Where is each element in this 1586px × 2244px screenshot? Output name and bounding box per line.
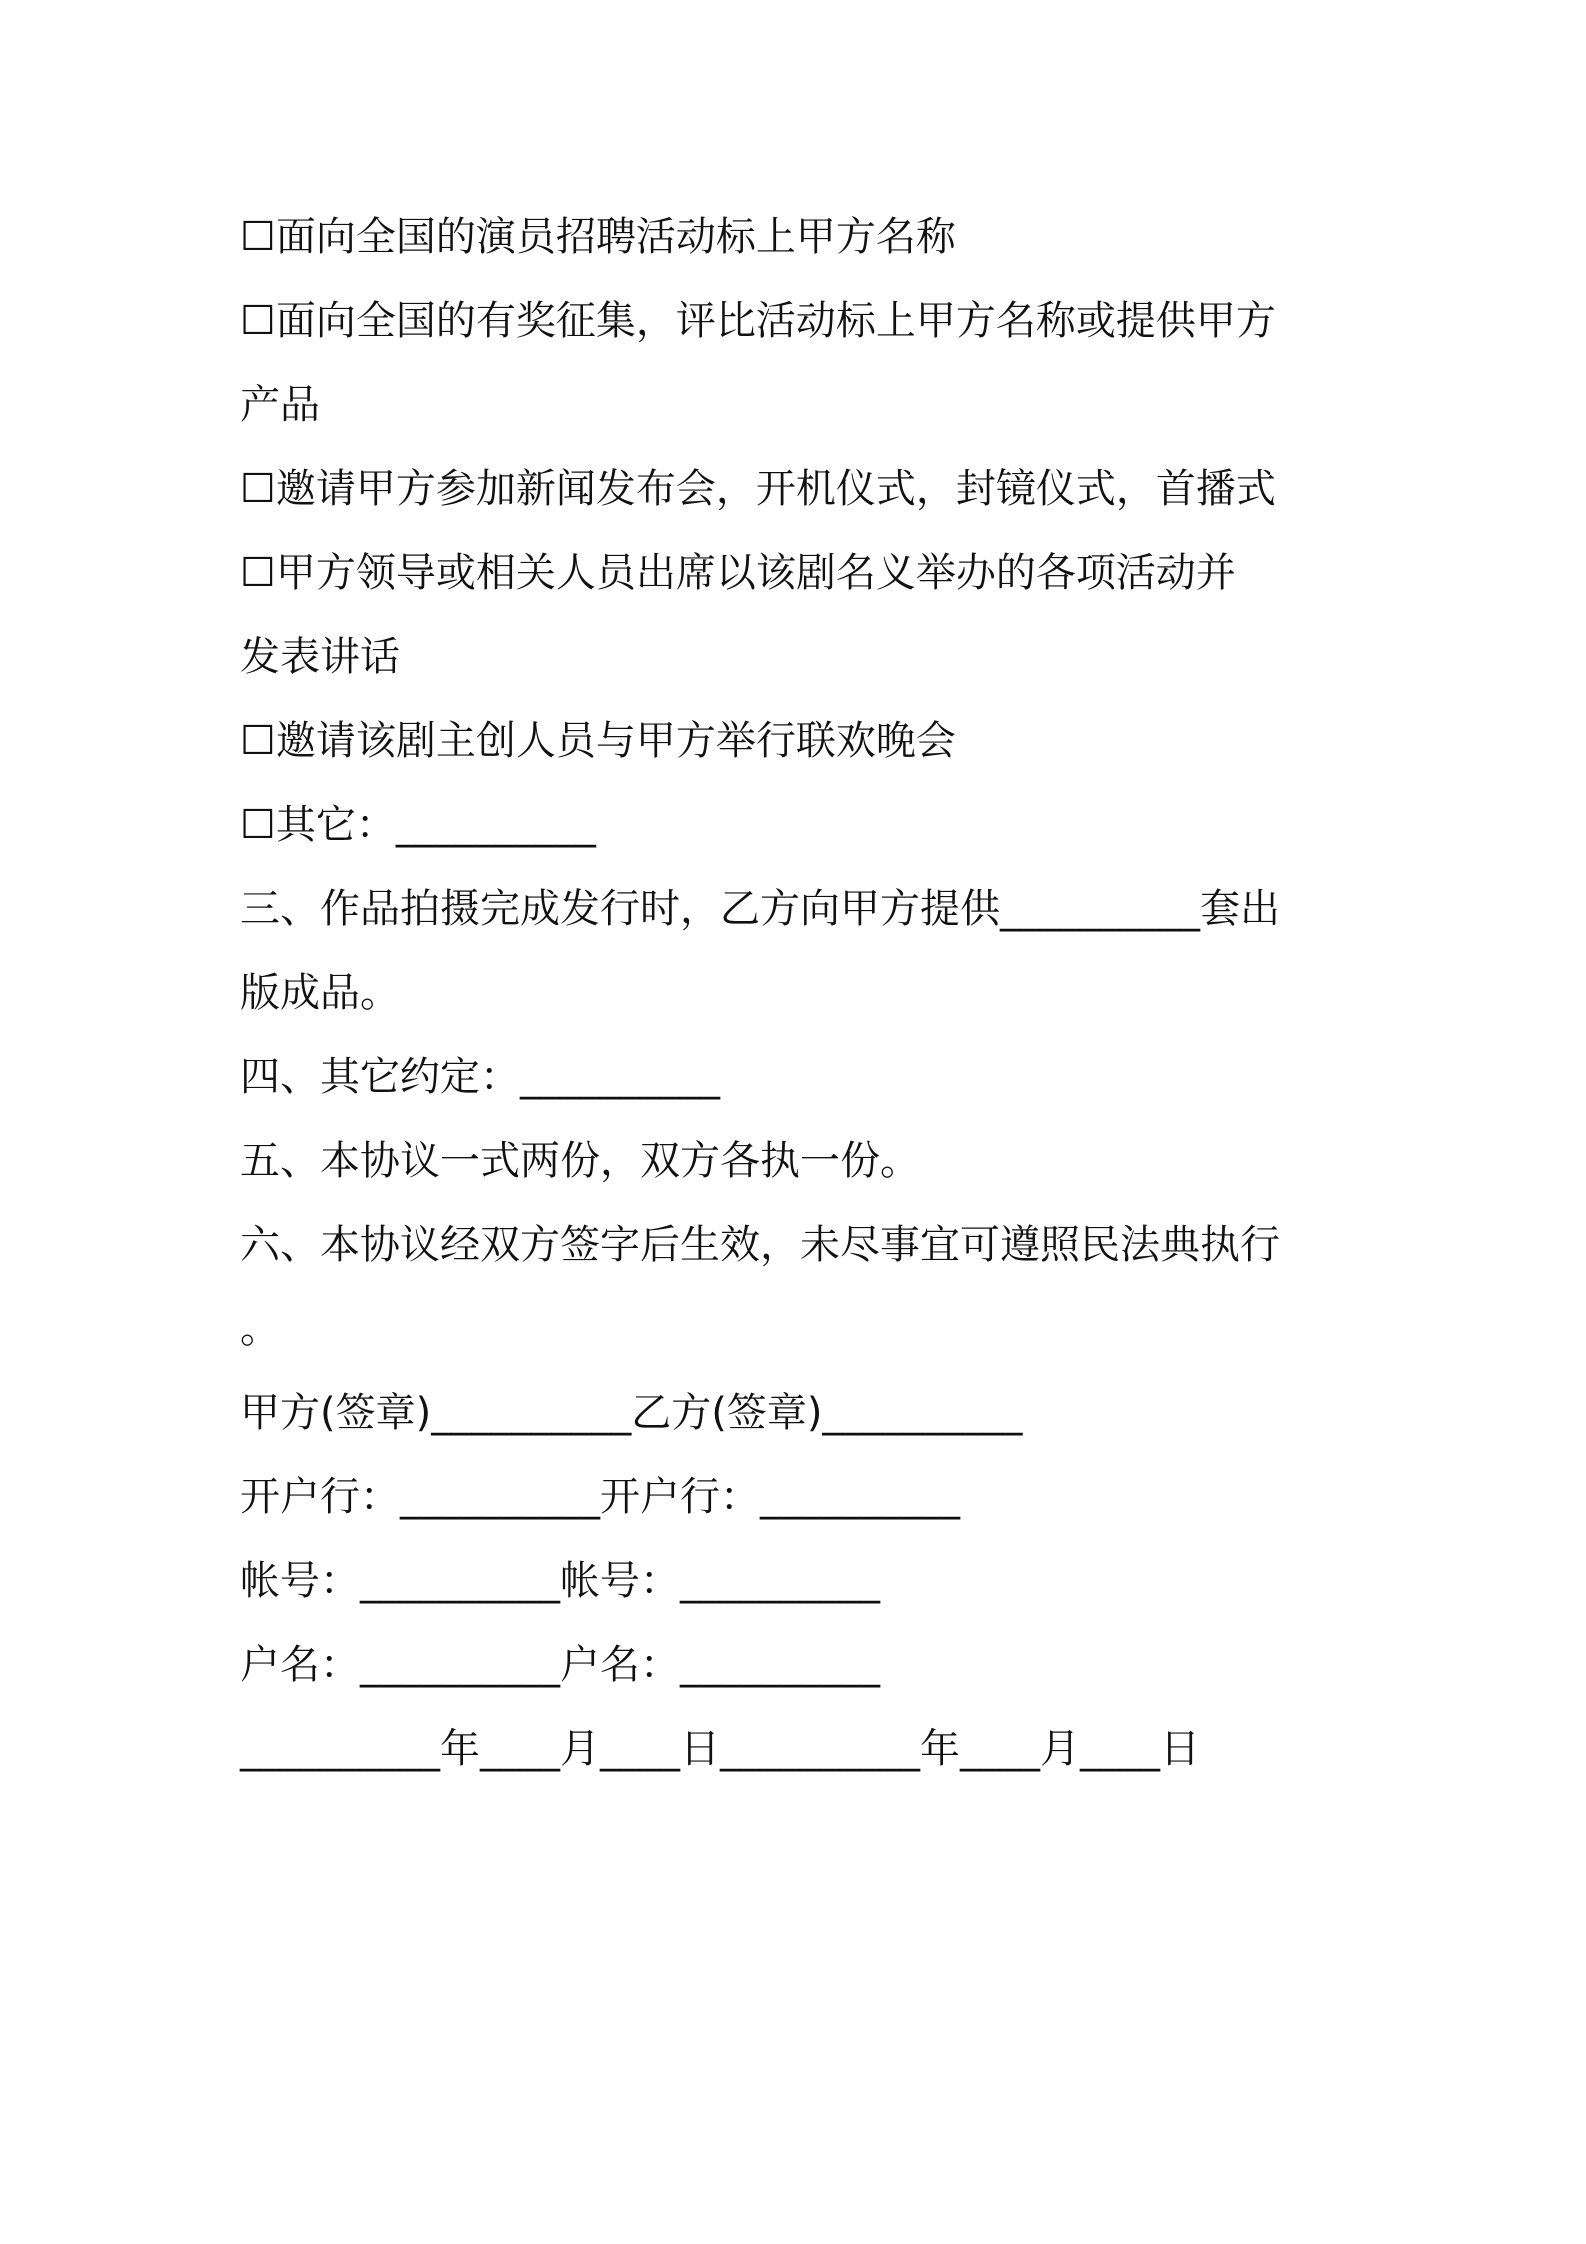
checkbox-item-prize-collection-cont: 产品 <box>240 382 320 428</box>
checkbox-item-gala: ☐邀请该剧主创人员与甲方举行联欢晚会 <box>240 718 956 764</box>
clause-three: 三、作品拍摄完成发行时，乙方向甲方提供__________套出 <box>240 886 1280 932</box>
date-line: __________年____月____日__________年____月____日 <box>240 1726 1200 1772</box>
account-number-line: 帐号：__________帐号：__________ <box>240 1558 880 1604</box>
checkbox-item-other: ☐其它：__________ <box>240 802 596 848</box>
clause-four: 四、其它约定：__________ <box>240 1054 720 1100</box>
checkbox-item-press-conference: ☐邀请甲方参加新闻发布会，开机仪式，封镜仪式，首播式 <box>240 466 1276 512</box>
document-body <box>240 195 1360 1791</box>
account-name-line: 户名：__________户名：__________ <box>240 1642 880 1688</box>
bank-line: 开户行：__________开户行：__________ <box>240 1474 960 1520</box>
checkbox-item-prize-collection: ☐面向全国的有奖征集，评比活动标上甲方名称或提供甲方 <box>240 298 1276 344</box>
checkbox-item-leader-speech: ☐甲方领导或相关人员出席以该剧名义举办的各项活动并 <box>240 550 1236 596</box>
clause-three-cont: 版成品。 <box>240 970 400 1016</box>
checkbox-item-actor-recruitment: ☐面向全国的演员招聘活动标上甲方名称 <box>240 214 956 260</box>
clause-five: 五、本协议一式两份，双方各执一份。 <box>240 1138 920 1184</box>
checkbox-item-leader-speech-cont: 发表讲话 <box>240 634 400 680</box>
clause-six: 六、本协议经双方签字后生效，未尽事宜可遵照民法典执行 <box>240 1222 1280 1268</box>
clause-six-cont: 。 <box>240 1306 280 1352</box>
signature-line: 甲方(签章)__________乙方(签章)__________ <box>240 1390 1023 1436</box>
